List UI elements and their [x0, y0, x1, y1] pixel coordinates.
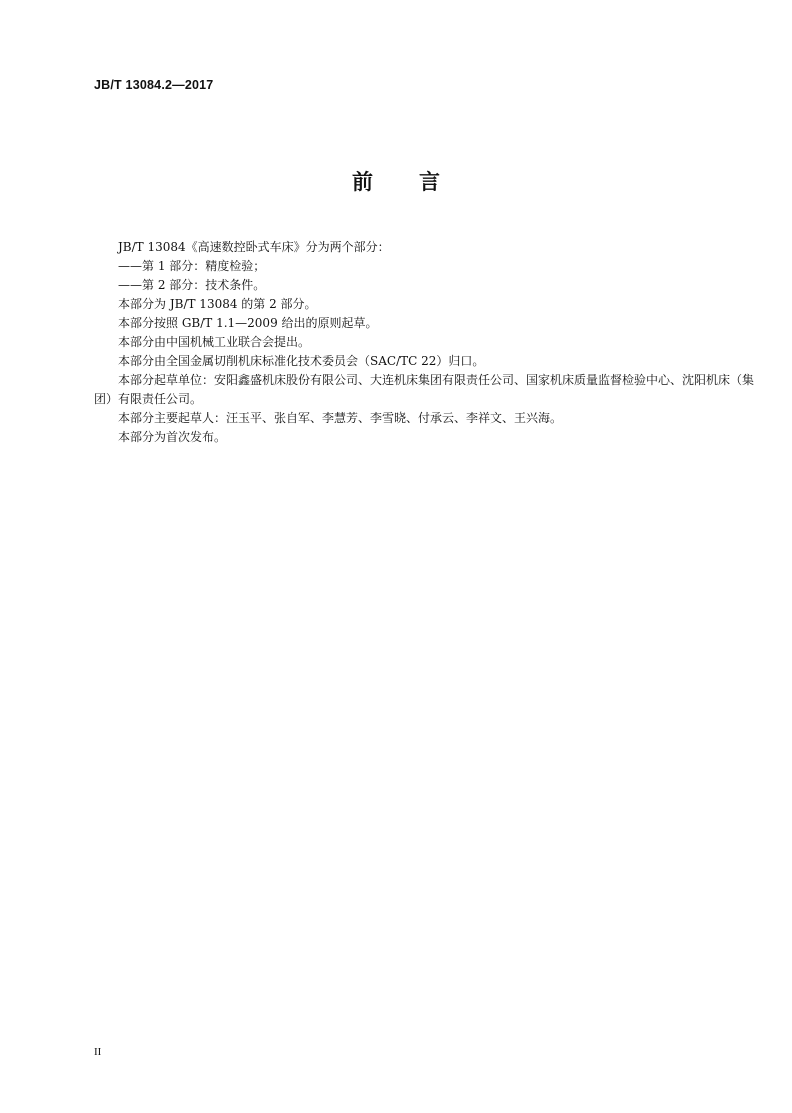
- paragraph-under-jurisdiction: 本部分由全国金属切削机床标准化技术委员会（SAC/TC 22）归口。: [118, 354, 485, 368]
- document-code: JB/T 13084.2—2017: [94, 78, 214, 92]
- paragraph-main-drafters: 本部分主要起草人：汪玉平、张自军、李慧芳、李雪晓、付承云、李祥文、王兴海。: [118, 411, 563, 425]
- paragraph-proposed-by: 本部分由中国机械工业联合会提出。: [118, 335, 311, 349]
- paragraph-drafting-units: 本部分起草单位：安阳鑫盛机床股份有限公司、大连机床集团有限责任公司、国家机床质量监督检验中心、沈阳机床（集团）有限责任公司。: [94, 373, 755, 406]
- paragraph-first-release: 本部分为首次发布。: [118, 430, 227, 444]
- page-number: II: [94, 1046, 102, 1058]
- paragraph-parts-intro: JB/T 13084《高速数控卧式车床》分为两个部分：: [118, 240, 390, 254]
- paragraph-part-2: ——第 2 部分：技术条件。: [118, 278, 266, 292]
- paragraph-drafting-rules: 本部分按照 GB/T 1.1—2009 给出的原则起草。: [118, 316, 378, 330]
- paragraph-this-part: 本部分为 JB/T 13084 的第 2 部分。: [118, 297, 317, 311]
- foreword-body: [94, 238, 754, 447]
- paragraph-part-1: ——第 1 部分：精度检验；: [118, 259, 266, 273]
- page-title: 前言: [352, 170, 486, 194]
